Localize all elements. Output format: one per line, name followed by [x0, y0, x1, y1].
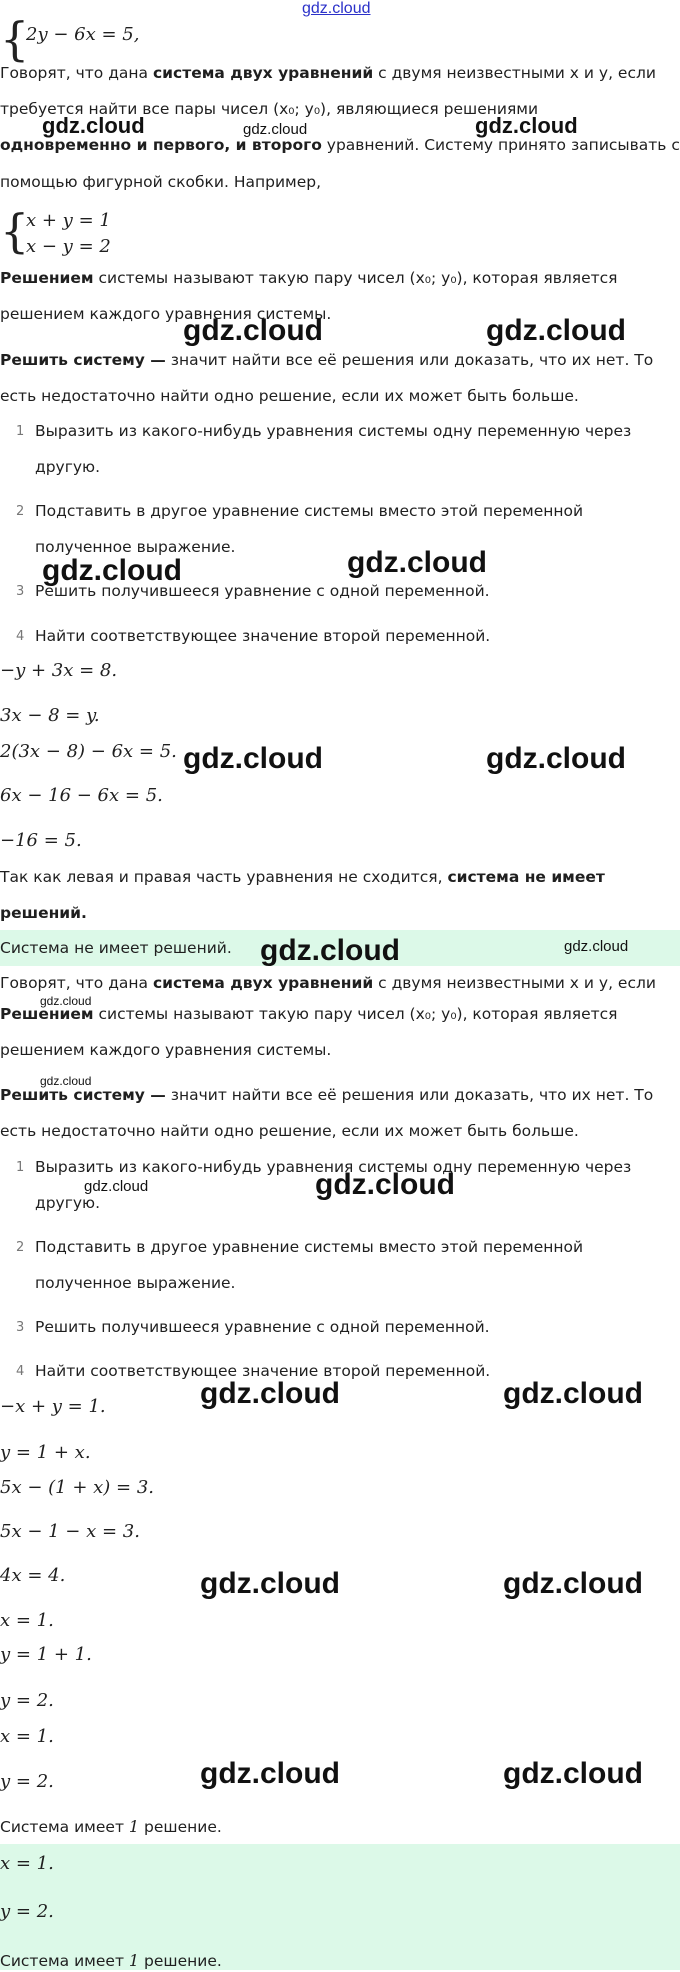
conclusion-line-1: Так как левая и правая часть уравнения не сходится, система не имеет: [0, 868, 605, 886]
example-brace: {: [0, 204, 30, 258]
step-text: другую.: [35, 458, 101, 476]
solution-step: 2(3x − 8) − 6x = 5.: [0, 741, 177, 762]
step-number: 1: [16, 1160, 25, 1175]
def-solve-line-2: есть недостаточно найти одно решение, если их может быть больше.: [0, 1122, 579, 1140]
step-number: 2: [16, 1240, 25, 1255]
watermark: gdz.cloud: [243, 121, 308, 138]
watermark-top[interactable]: gdz.cloud: [302, 0, 371, 17]
answer-value: y = 2.: [0, 1901, 54, 1922]
step-number: 1: [16, 424, 25, 439]
step-text: другую.: [35, 1194, 101, 1212]
def-solution-line-1: Решением системы называют такую пару чисел (x₀; y₀), которая является: [0, 1005, 618, 1023]
conclusion-2: Система имеет 1 решение.: [0, 1817, 222, 1836]
solution-step: y = 1 + x.: [0, 1442, 91, 1463]
watermark: gdz.cloud: [40, 1074, 92, 1088]
solution-step: −x + y = 1.: [0, 1396, 106, 1417]
watermark: gdz.cloud: [200, 1757, 340, 1790]
watermark: gdz.cloud: [200, 1567, 340, 1600]
step-text: Подставить в другое уравнение системы вместо этой переменной: [35, 1238, 584, 1256]
intro-line-4: помощью фигурной скобки. Например,: [0, 173, 322, 191]
solution-step: y = 1 + 1.: [0, 1644, 92, 1665]
def-solution-line-2: решением каждого уравнения системы.: [0, 1041, 332, 1059]
watermark: gdz.cloud: [503, 1567, 643, 1600]
first-equation: 2y − 6x = 5,: [26, 24, 140, 45]
step-text: Выразить из какого-нибудь уравнения системы одну переменную через: [35, 1158, 632, 1176]
def-solve-line-1: Решить систему — значит найти все её решения или доказать, что их нет. То: [0, 1086, 654, 1104]
watermark: gdz.cloud: [42, 113, 145, 138]
solution-step: y = 2.: [0, 1771, 54, 1792]
part2-intro: Говорят, что дана система двух уравнений с двумя неизвестными x и y, если: [0, 974, 656, 992]
watermark: gdz.cloud: [486, 314, 626, 347]
example-eq-1: x + y = 1: [26, 210, 111, 231]
step-number: 3: [16, 1320, 25, 1335]
step-number: 3: [16, 584, 25, 599]
watermark: gdz.cloud: [84, 1178, 149, 1195]
conclusion-line-2: решений.: [0, 904, 87, 922]
answer-value: x = 1.: [0, 1853, 54, 1874]
watermark: gdz.cloud: [475, 113, 578, 138]
watermark: gdz.cloud: [564, 938, 629, 955]
watermark: gdz.cloud: [503, 1377, 643, 1410]
answer-text-2: Система имеет 1 решение.: [0, 1951, 222, 1970]
intro-line-1: Говорят, что дана система двух уравнений с двумя неизвестными x и y, если: [0, 64, 656, 82]
solution-step: 6x − 16 − 6x = 5.: [0, 785, 163, 806]
watermark: gdz.cloud: [40, 994, 92, 1008]
watermark: gdz.cloud: [486, 742, 626, 775]
step-number: 4: [16, 1364, 25, 1379]
step-text: полученное выражение.: [35, 538, 236, 556]
watermark: gdz.cloud: [347, 546, 487, 579]
def-solve-line-1: Решить систему — значит найти все её решения или доказать, что их нет. То: [0, 351, 654, 369]
step-text: Решить получившееся уравнение с одной переменной.: [35, 1318, 490, 1336]
step-text: полученное выражение.: [35, 1274, 236, 1292]
example-eq-2: x − y = 2: [26, 236, 111, 257]
watermark: gdz.cloud: [315, 1168, 455, 1201]
step-text: Подставить в другое уравнение системы вместо этой переменной: [35, 502, 584, 520]
solution-step: x = 1.: [0, 1610, 54, 1631]
solution-step: 5x − 1 − x = 3.: [0, 1521, 140, 1542]
step-text: Найти соответствующее значение второй переменной.: [35, 1362, 491, 1380]
system-brace: {: [0, 12, 30, 66]
def-solution-line-2: решением каждого уравнения системы.: [0, 305, 332, 323]
watermark: gdz.cloud: [260, 934, 400, 967]
solution-step: 3x − 8 = y.: [0, 705, 100, 726]
solution-step: x = 1.: [0, 1726, 54, 1747]
step-text: Выразить из какого-нибудь уравнения системы одну переменную через: [35, 422, 632, 440]
def-solution-line-1: Решением системы называют такую пару чисел (x₀; y₀), которая является: [0, 269, 618, 287]
step-number: 2: [16, 504, 25, 519]
watermark: gdz.cloud: [200, 1377, 340, 1410]
solution-step: −y + 3x = 8.: [0, 660, 118, 681]
step-text: Найти соответствующее значение второй переменной.: [35, 627, 491, 645]
watermark: gdz.cloud: [183, 742, 323, 775]
step-text: Решить получившееся уравнение с одной переменной.: [35, 582, 490, 600]
def-solve-line-2: есть недостаточно найти одно решение, если их может быть больше.: [0, 387, 579, 405]
intro-line-3: одновременно и первого, и второго уравнений. Систему принято записывать с: [0, 136, 680, 154]
solution-step: 5x − (1 + x) = 3.: [0, 1477, 155, 1498]
solution-step: −16 = 5.: [0, 830, 82, 851]
intro-line-2: требуется найти все пары чисел (x₀; y₀), являющиеся решениями: [0, 100, 539, 118]
solution-step: 4x = 4.: [0, 1565, 66, 1586]
answer-text-1: Система не имеет решений.: [0, 939, 232, 957]
solution-step: y = 2.: [0, 1690, 54, 1711]
step-number: 4: [16, 629, 25, 644]
watermark: gdz.cloud: [183, 314, 323, 347]
watermark: gdz.cloud: [503, 1757, 643, 1790]
watermark: gdz.cloud: [42, 554, 182, 587]
